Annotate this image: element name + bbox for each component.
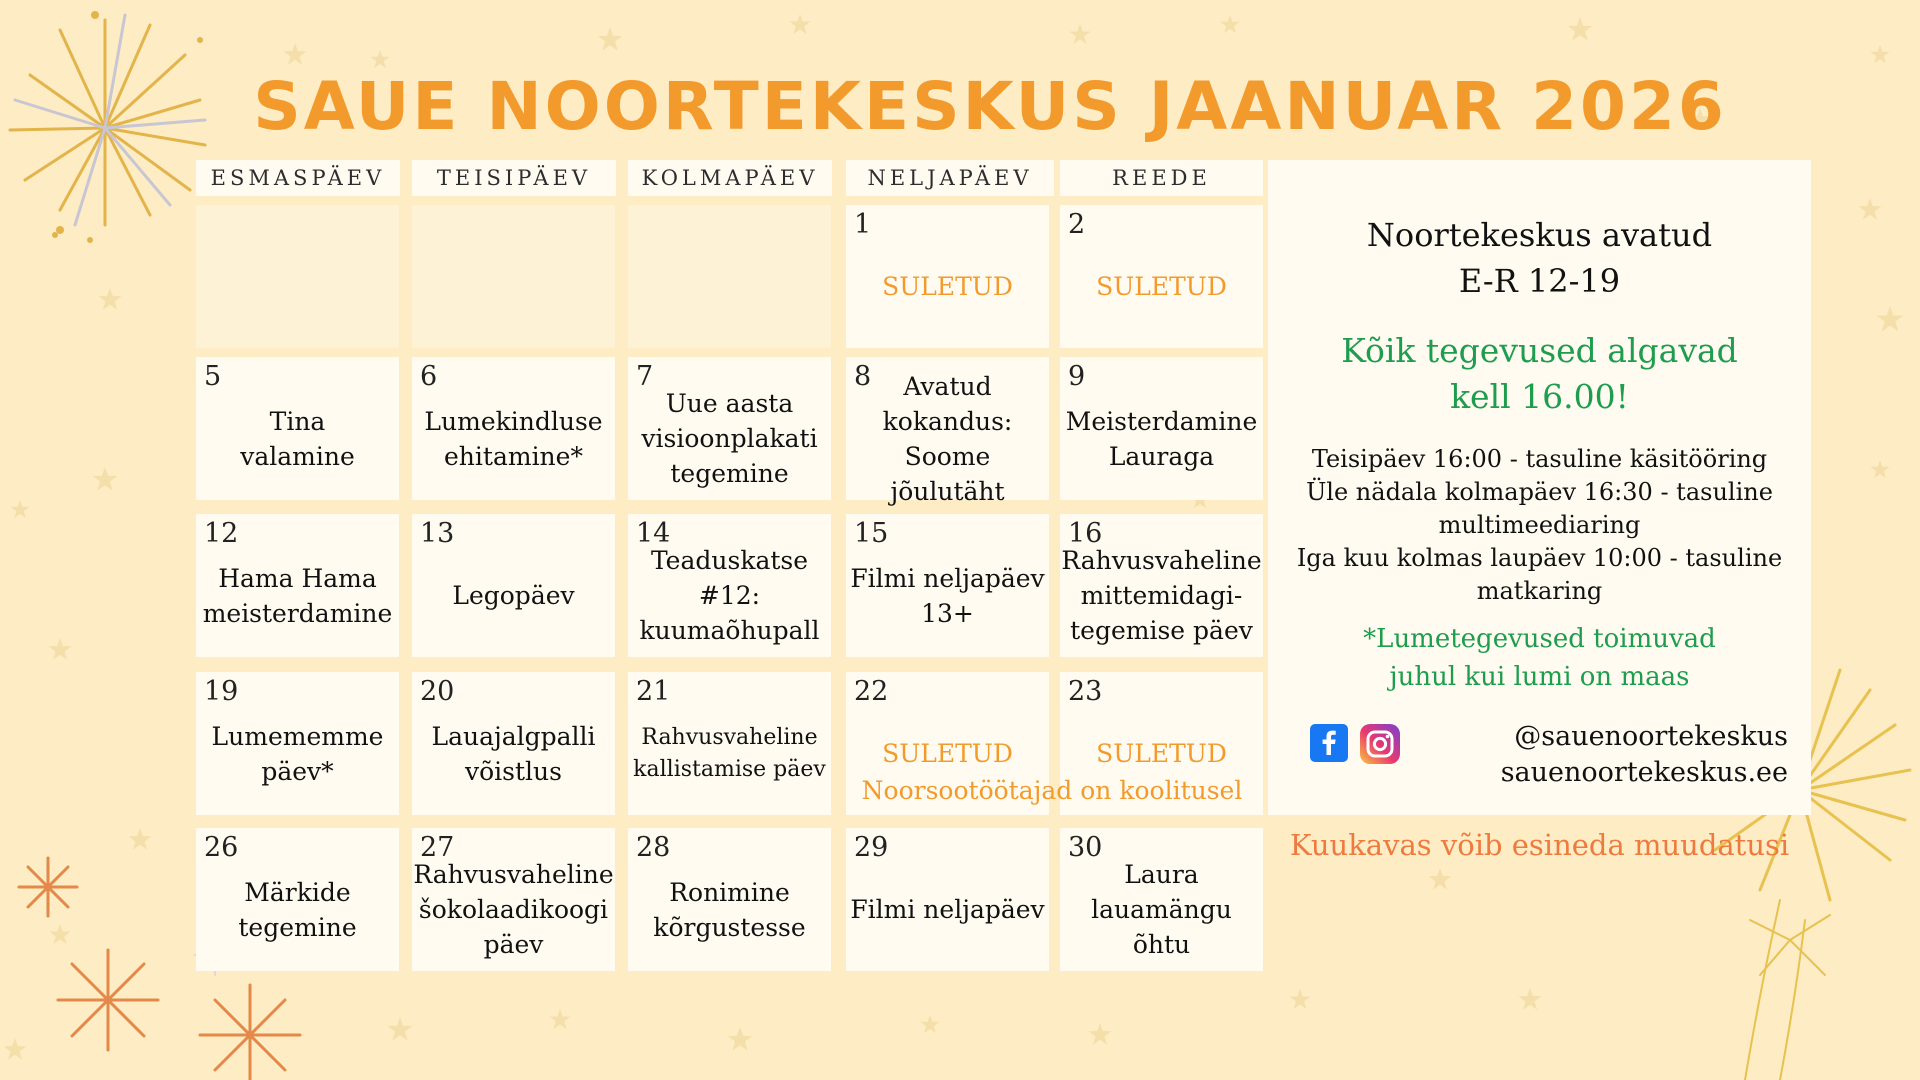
event-label: Rahvusvaheline šokolaadikoogi päev — [413, 860, 614, 959]
day-number: 20 — [420, 676, 455, 707]
day-number: 2 — [1068, 209, 1086, 240]
calendar-cell-day-12 — [196, 514, 399, 657]
day-header-friday: REEDE — [1060, 160, 1263, 196]
closed-label: SULETUD — [1096, 272, 1227, 301]
calendar-cell-day-21 — [628, 672, 831, 815]
event-label: Meisterdamine Lauraga — [1065, 406, 1258, 471]
calendar-cell-day-20 — [412, 672, 615, 815]
calendar-cell-empty — [412, 205, 615, 348]
footer-note: Kuukavas võib esineda muudatusi — [1289, 828, 1790, 862]
opening-hours-line: Noortekeskus avatud — [1366, 216, 1713, 254]
event-label: Laura lauamängu õhtu — [1091, 860, 1232, 959]
event-label: Ronimine kõrgustesse — [653, 877, 806, 942]
opening-hours-days: E-R 12-19 — [1458, 262, 1621, 300]
event-label: Rahvusvaheline mittemidagi- tegemise päev — [1061, 546, 1262, 645]
calendar-cell-day-16 — [1060, 514, 1263, 657]
schedule-item: Üle nädala kolmapäev 16:30 - tasuline multimeediaring — [1306, 478, 1773, 539]
website-link[interactable]: sauenoortekeskus.ee — [1500, 757, 1788, 788]
snow-note-line: *Lumetegevused toimuvad — [1363, 624, 1716, 654]
start-time-note — [1268, 328, 1811, 420]
day-number: 5 — [204, 361, 222, 392]
closed-label: SULETUD — [1096, 739, 1227, 768]
schedule-item: Iga kuu kolmas laupäev 10:00 - tasuline matkaring — [1296, 544, 1783, 605]
calendar-cell-day-7 — [628, 357, 831, 500]
day-number: 15 — [854, 518, 889, 549]
snow-note — [1268, 620, 1811, 696]
day-number: 23 — [1068, 676, 1103, 707]
day-number: 29 — [854, 832, 889, 863]
event-label: Lauajalgpalli võistlus — [431, 721, 596, 786]
calendar-cell-day-28 — [628, 828, 831, 971]
snow-note-line: juhul kui lumi on maas — [1389, 662, 1690, 692]
start-time-line: Kõik tegevused algavad — [1341, 331, 1738, 370]
calendar-cell-day-2 — [1060, 205, 1263, 348]
calendar-cell-day-29 — [846, 828, 1049, 971]
social-handle[interactable]: @sauenoortekeskus — [1514, 721, 1788, 752]
day-number: 27 — [420, 832, 455, 863]
day-number: 16 — [1068, 518, 1103, 549]
info-panel — [1268, 160, 1811, 815]
calendar-cell-day-14 — [628, 514, 831, 657]
day-number: 26 — [204, 832, 239, 863]
day-number: 13 — [420, 518, 455, 549]
day-number: 6 — [420, 361, 438, 392]
calendar-cell-day-5 — [196, 357, 399, 500]
day-header-wednesday: KOLMAPÄEV — [628, 160, 832, 196]
event-label: Uue aasta visioonplakati tegemine — [641, 389, 818, 488]
weekly-schedule — [1288, 443, 1791, 608]
day-number: 1 — [854, 209, 872, 240]
event-label: Lumememme päev* — [211, 721, 384, 786]
day-number: 14 — [636, 518, 671, 549]
day-number: 19 — [204, 676, 239, 707]
schedule-item: Teisipäev 16:00 - tasuline käsitööring — [1311, 445, 1768, 473]
event-label: Hama Hama meisterdamine — [202, 563, 393, 628]
calendar-cell-day-19 — [196, 672, 399, 815]
event-label: Filmi neljapäev 13+ — [850, 563, 1045, 628]
day-number: 12 — [204, 518, 239, 549]
day-number: 8 — [854, 361, 872, 392]
event-label: Filmi neljapäev — [850, 895, 1045, 924]
day-header-thursday: NELJAPÄEV — [846, 160, 1054, 196]
day-number: 21 — [636, 676, 671, 707]
day-header-monday: ESMASPÄEV — [196, 160, 400, 196]
closed-label: SULETUD — [882, 739, 1013, 768]
page-title: SAUE NOORTEKESKUS JAANUAR 2026 — [253, 68, 1727, 145]
day-number: 22 — [854, 676, 889, 707]
day-header-tuesday: TEISIPÄEV — [412, 160, 616, 196]
day-number: 28 — [636, 832, 671, 863]
event-label: Avatud kokandus: Soome jõulutäht — [882, 371, 1013, 506]
start-time-value: kell 16.00! — [1450, 377, 1629, 416]
calendar-cell-day-1 — [846, 205, 1049, 348]
event-label: Märkide tegemine — [238, 877, 357, 942]
calendar-cell-day-13 — [412, 514, 615, 657]
calendar-cell-day-26 — [196, 828, 399, 971]
event-label: Lumekindluse ehitamine* — [424, 406, 603, 471]
calendar-cell-day-30 — [1060, 828, 1263, 971]
calendar-cell-day-15 — [846, 514, 1049, 657]
closure-note: Noorsootöötajad on koolitusel — [861, 776, 1243, 805]
day-number: 9 — [1068, 361, 1086, 392]
calendar-cell-empty — [196, 205, 399, 348]
event-label: Teaduskatse #12: kuumaõhupall — [639, 546, 820, 645]
calendar-cell-day-9 — [1060, 357, 1263, 500]
calendar-cell-day-6 — [412, 357, 615, 500]
event-label: Tina valamine — [240, 406, 355, 471]
calendar-cell-day-27 — [412, 828, 615, 971]
event-label: Rahvusvaheline kallistamise päev — [633, 724, 826, 782]
day-number: 30 — [1068, 832, 1103, 863]
calendar-cell-empty — [628, 205, 831, 348]
calendar-cell-day-8 — [846, 357, 1049, 506]
day-number: 7 — [636, 361, 654, 392]
closed-label: SULETUD — [882, 272, 1013, 301]
event-label: Legopäev — [452, 581, 575, 610]
opening-hours — [1268, 212, 1811, 304]
